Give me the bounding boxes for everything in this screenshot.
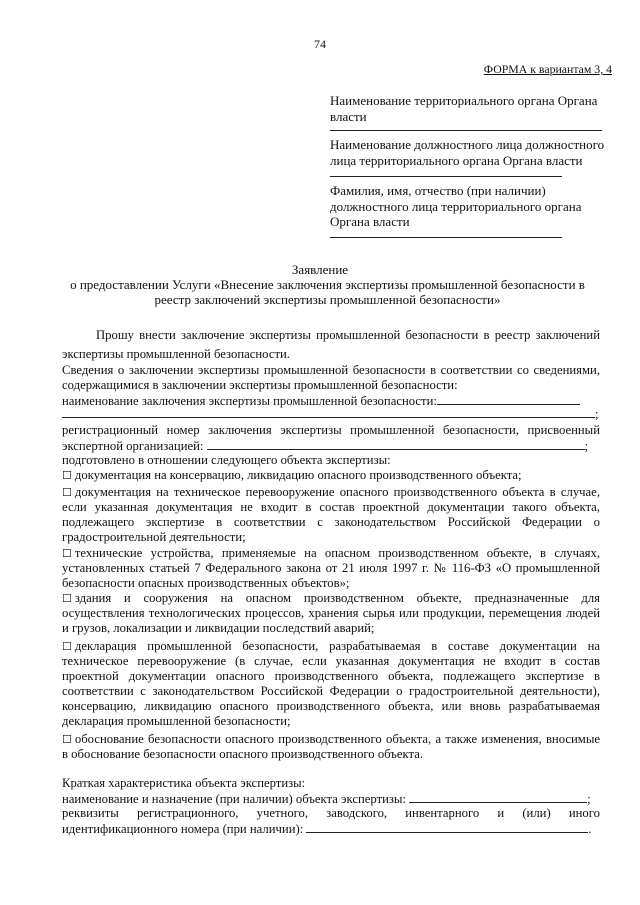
brief-name-row: наименование и назначение (при наличии) объекта экспертизы: ; [62, 792, 591, 806]
object-ids-field[interactable] [306, 821, 588, 833]
option-technical-devices: ☐ технические устройства, применяемые на опасном производственном объекте, в случаях, установленных статьей 7 Федерального закона от 21 июля 1997 г. № 116-ФЗ «О промышленной безопасности опасных производственных объектов»; [62, 546, 600, 590]
request-paragraph: Прошу внести заключение экспертизы промышленной безопасности в реестр заключений экспертизы промышленной безопасности. [62, 328, 600, 361]
conclusion-name-row: наименование заключения экспертизы промышленной безопасности: [62, 393, 600, 409]
page-number: 74 [314, 37, 326, 51]
conclusion-name-field[interactable] [437, 393, 580, 405]
checkbox[interactable]: ☐ [62, 469, 72, 482]
addressee-name-line [330, 237, 562, 238]
addressee-official-title: Наименование должностного лица должностного лица территориального органа Органа власти [330, 137, 605, 168]
form-reference: ФОРМА к вариантам 3, 4 [483, 62, 612, 76]
checkbox[interactable]: ☐ [62, 592, 72, 605]
option-decommission: ☐ документация на консервацию, ликвидацию опасного производственного объекта; [62, 468, 522, 482]
document-title: Заявление [291, 262, 349, 277]
addressee-organ: Наименование территориального органа Органа власти [330, 93, 598, 124]
reg-number-field[interactable] [207, 438, 585, 450]
option-buildings: ☐ здания и сооружения на опасном производственном объекте, предназначенные для осуществления технологических процессов, хранения сырья или продукции, перемещения людей и грузов, локализации и ликвидации последствий аварий; [62, 591, 600, 635]
info-paragraph: Сведения о заключении экспертизы промышленной безопасности в соответствии со сведениями, содержащимися в заключении экспертизы промышленной безопасности: [62, 363, 600, 392]
object-intro: подготовлено в отношении следующего объекта экспертизы: [62, 453, 391, 467]
addressee-organ-line [330, 130, 602, 131]
checkbox[interactable]: ☐ [62, 486, 72, 499]
reg-number-paragraph: регистрационный номер заключения экспертизы промышленной безопасности, присвоенный экспертной организацией: ; [62, 423, 600, 453]
checkbox[interactable]: ☐ [62, 733, 72, 746]
brief-ids-row: реквизиты регистрационного, учетного, заводского, инвентарного и (или) иного идентификационного номера (при наличии): . [62, 806, 600, 836]
option-retooling-docs: ☐ документация на техническое перевооружение опасного производственного объекта в случае, если указанная документация не входит в состав проектной документации такого объекта, подлежащего экспертизе в соответствии с законодательством Российской Федерации о градостроительной деятельности; [62, 485, 600, 544]
conclusion-name-continuation: ; [62, 406, 600, 422]
brief-title: Краткая характеристика объекта экспертизы: [62, 776, 306, 790]
conclusion-name-field-2[interactable] [62, 406, 595, 418]
checkbox[interactable]: ☐ [62, 640, 72, 653]
option-declaration: ☐ декларация промышленной безопасности, разрабатываемая в составе документации на техническое перевооружение (в случае, если указанная документация не входит в состав проектной документации опасного производственного объекта, подлежащего экспертизе в соответствии с законодательством Российской Федерации о градостроительной деятельности), консервацию, ликвидацию опасного производственного объекта, или вновь разрабатываемая декларация промышленной безопасности; [62, 639, 600, 728]
addressee-official-line [330, 176, 562, 177]
object-name-field[interactable] [409, 791, 587, 803]
checkbox[interactable]: ☐ [62, 547, 72, 560]
document-subtitle: о предоставлении Услуги «Внесение заключения экспертизы промышленной безопасности в реестр заключений экспертизы промышленной безопасности» [70, 277, 585, 307]
addressee-official-name: Фамилия, имя, отчество (при наличии) должностного лица территориального органа Органа власти [330, 183, 582, 229]
option-safety-justification: ☐ обоснование безопасности опасного производственного объекта, а также изменения, вносимые в обоснование безопасности опасного производственного объекта. [62, 732, 600, 761]
